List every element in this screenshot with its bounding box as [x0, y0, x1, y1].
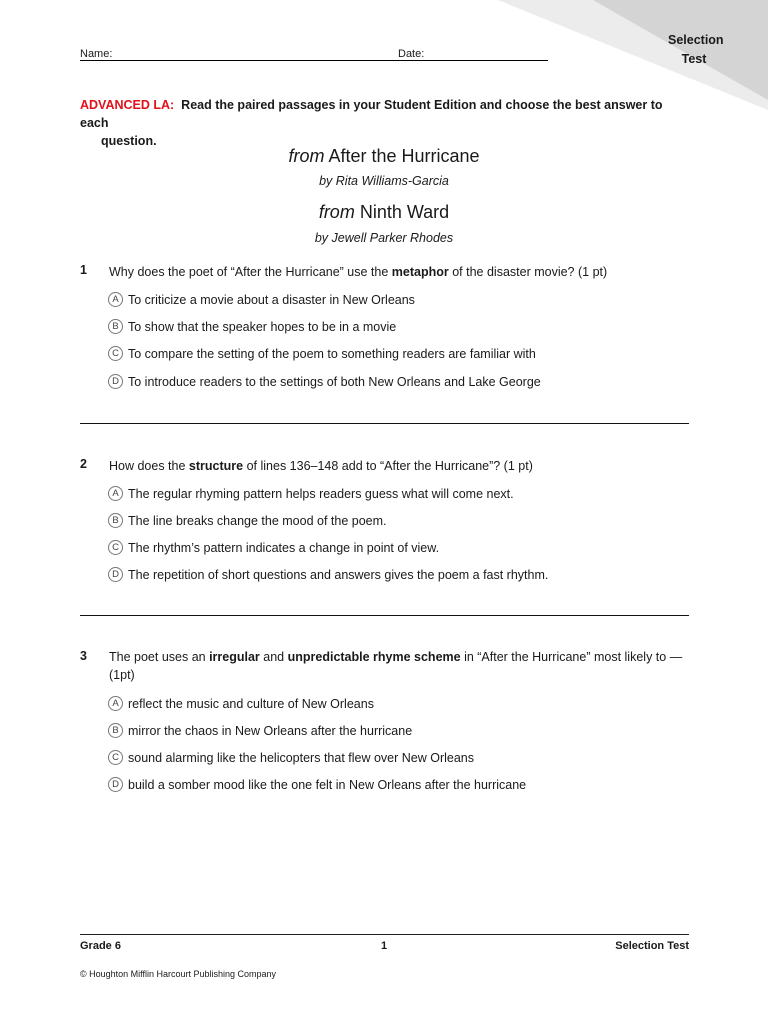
instructions-text: Read the paired passages in your Student Edition and choose the best answer to each: [80, 98, 663, 130]
instructions: [80, 96, 680, 150]
answer-bubble-icon[interactable]: C: [108, 346, 123, 361]
answer-text: The line breaks change the mood of the poem.: [128, 513, 387, 528]
question-divider: [80, 423, 689, 424]
answer-bubble-icon[interactable]: C: [108, 750, 123, 765]
answer-choice[interactable]: [108, 374, 541, 389]
answer-choice[interactable]: [108, 486, 514, 501]
name-label: Name:: [80, 48, 113, 60]
answer-choice[interactable]: [108, 540, 439, 555]
date-label: Date:: [398, 48, 425, 60]
answer-text: The rhythm’s pattern indicates a change in point of view.: [128, 540, 440, 555]
footer-divider: [80, 934, 689, 935]
instructions-text-cont: question.: [101, 134, 157, 148]
answer-bubble-icon[interactable]: B: [108, 513, 123, 528]
question-number: 3: [80, 649, 87, 663]
answer-choice[interactable]: [108, 696, 374, 711]
answer-text: The regular rhyming pattern helps readers guess what will come next.: [128, 486, 514, 501]
answer-text: To introduce readers to the settings of both New Orleans and Lake George: [128, 374, 541, 389]
answer-choice[interactable]: [108, 723, 412, 738]
answer-text: reflect the music and culture of New Orleans: [128, 696, 374, 711]
answer-text: build a somber mood like the one felt in New Orleans after the hurricane: [128, 777, 527, 792]
question-text: Why does the poet of “After the Hurricane” use the metaphor of the disaster movie? (1 pt): [109, 265, 608, 279]
answer-choice[interactable]: [108, 346, 536, 361]
answer-choice[interactable]: [108, 750, 474, 765]
answer-choice[interactable]: [108, 319, 396, 334]
answer-bubble-icon[interactable]: A: [108, 486, 123, 501]
selection-test-label: Selection Test: [668, 33, 724, 66]
answer-choice[interactable]: [108, 292, 415, 307]
name-field[interactable]: [80, 48, 398, 61]
answer-text: mirror the chaos in New Orleans after the hurricane: [128, 723, 413, 738]
question-number: 1: [80, 263, 87, 277]
question-divider: [80, 615, 689, 616]
copyright: © Houghton Mifflin Harcourt Publishing Company: [80, 969, 277, 979]
page-number: 1: [381, 940, 388, 952]
answer-bubble-icon[interactable]: B: [108, 319, 123, 334]
answer-bubble-icon[interactable]: A: [108, 696, 123, 711]
answer-bubble-icon[interactable]: D: [108, 374, 123, 389]
answer-choice[interactable]: [108, 513, 387, 528]
answer-text: To compare the setting of the poem to something readers are familiar with: [128, 346, 536, 361]
answer-bubble-icon[interactable]: D: [108, 567, 123, 582]
answer-bubble-icon[interactable]: A: [108, 292, 123, 307]
answer-bubble-icon[interactable]: C: [108, 540, 123, 555]
answer-choice[interactable]: [108, 567, 548, 582]
answer-bubble-icon[interactable]: D: [108, 777, 123, 792]
footer-test-label: Selection Test: [615, 940, 689, 952]
selection-byline-1: by Rita Williams-Garcia: [319, 174, 449, 188]
answer-choice[interactable]: [108, 777, 526, 792]
question-number: 2: [80, 457, 87, 471]
selection-title-2: from Ninth Ward: [318, 202, 450, 222]
selection-byline-2: by Jewell Parker Rhodes: [314, 231, 454, 245]
advanced-la-label: ADVANCED LA:: [80, 98, 175, 112]
question-text: How does the structure of lines 136–148 add to “After the Hurricane”? (1 pt): [109, 459, 533, 473]
selection-title-1: from After the Hurricane: [288, 146, 480, 166]
answer-bubble-icon[interactable]: B: [108, 723, 123, 738]
date-field[interactable]: [398, 48, 548, 61]
answer-text: The repetition of short questions and answers gives the poem a fast rhythm.: [128, 567, 549, 582]
footer-grade: Grade 6: [80, 940, 121, 952]
answer-text: To show that the speaker hopes to be in a movie: [128, 319, 397, 334]
question-text: The poet uses an irregular and unpredictable rhyme scheme in “After the Hurricane” most likely to — (1pt): [109, 650, 683, 682]
answer-text: To criticize a movie about a disaster in New Orleans: [128, 292, 415, 307]
answer-text: sound alarming like the helicopters that flew over New Orleans: [128, 750, 475, 765]
